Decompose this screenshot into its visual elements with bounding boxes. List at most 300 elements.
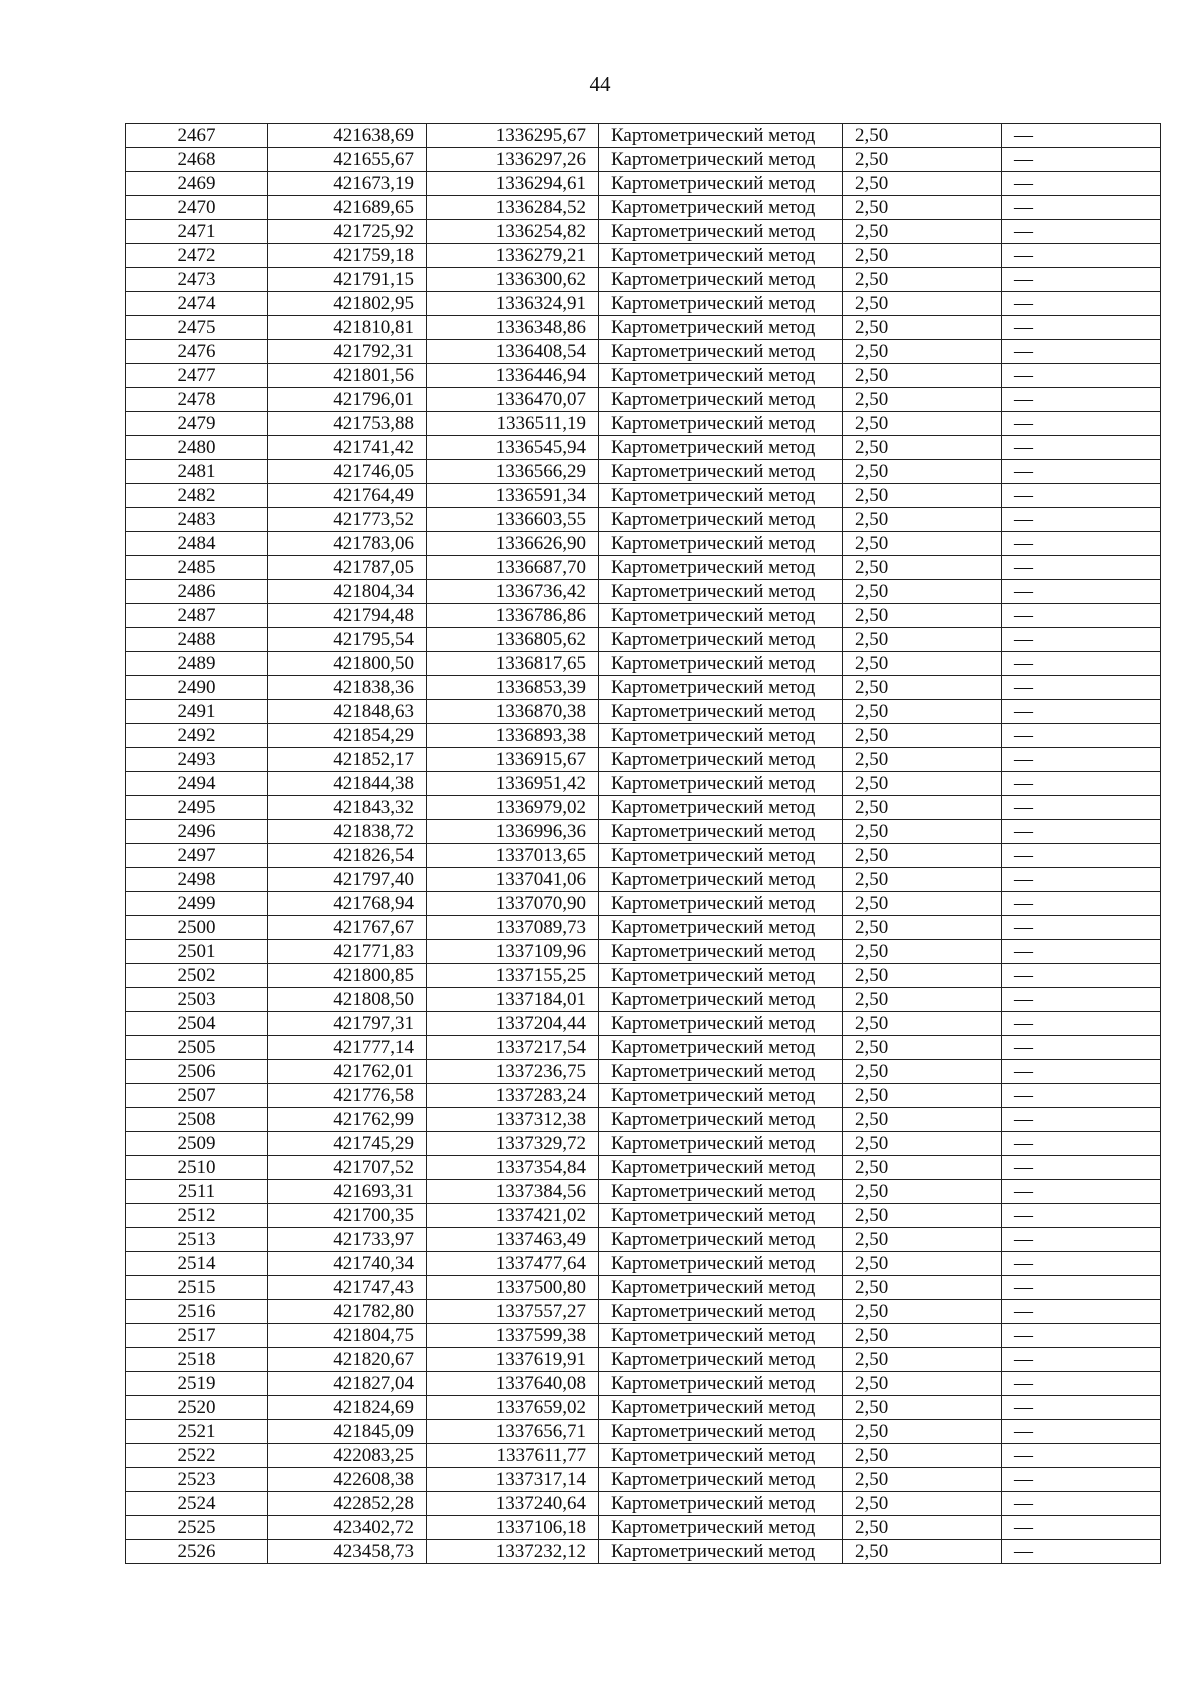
method-cell: Картометрический метод bbox=[599, 1108, 843, 1132]
table-row bbox=[126, 796, 1161, 820]
method-cell: Картометрический метод bbox=[599, 196, 843, 220]
note-cell: — bbox=[1002, 1252, 1161, 1276]
point-number-cell: 2499 bbox=[126, 892, 268, 916]
accuracy-cell: 2,50 bbox=[843, 844, 1002, 868]
x-coordinate-cell: 421767,67 bbox=[268, 916, 427, 940]
note-cell: — bbox=[1002, 940, 1161, 964]
table-row bbox=[126, 532, 1161, 556]
y-coordinate-cell: 1337557,27 bbox=[427, 1300, 599, 1324]
accuracy-cell: 2,50 bbox=[843, 124, 1002, 148]
y-coordinate-cell: 1336348,86 bbox=[427, 316, 599, 340]
note-cell: — bbox=[1002, 868, 1161, 892]
method-cell: Картометрический метод bbox=[599, 604, 843, 628]
x-coordinate-cell: 421802,95 bbox=[268, 292, 427, 316]
table-row bbox=[126, 124, 1161, 148]
accuracy-cell: 2,50 bbox=[843, 388, 1002, 412]
accuracy-cell: 2,50 bbox=[843, 436, 1002, 460]
table-row bbox=[126, 844, 1161, 868]
accuracy-cell: 2,50 bbox=[843, 1084, 1002, 1108]
table-row bbox=[126, 940, 1161, 964]
x-coordinate-cell: 421782,80 bbox=[268, 1300, 427, 1324]
accuracy-cell: 2,50 bbox=[843, 148, 1002, 172]
table-row bbox=[126, 364, 1161, 388]
note-cell: — bbox=[1002, 244, 1161, 268]
table-row bbox=[126, 244, 1161, 268]
note-cell: — bbox=[1002, 1276, 1161, 1300]
note-cell: — bbox=[1002, 148, 1161, 172]
accuracy-cell: 2,50 bbox=[843, 1012, 1002, 1036]
method-cell: Картометрический метод bbox=[599, 1396, 843, 1420]
accuracy-cell: 2,50 bbox=[843, 292, 1002, 316]
note-cell: — bbox=[1002, 1204, 1161, 1228]
accuracy-cell: 2,50 bbox=[843, 316, 1002, 340]
accuracy-cell: 2,50 bbox=[843, 892, 1002, 916]
table-row bbox=[126, 388, 1161, 412]
y-coordinate-cell: 1336591,34 bbox=[427, 484, 599, 508]
note-cell: — bbox=[1002, 1012, 1161, 1036]
x-coordinate-cell: 421740,34 bbox=[268, 1252, 427, 1276]
note-cell: — bbox=[1002, 604, 1161, 628]
y-coordinate-cell: 1337106,18 bbox=[427, 1516, 599, 1540]
note-cell: — bbox=[1002, 172, 1161, 196]
accuracy-cell: 2,50 bbox=[843, 1516, 1002, 1540]
y-coordinate-cell: 1337184,01 bbox=[427, 988, 599, 1012]
note-cell: — bbox=[1002, 340, 1161, 364]
method-cell: Картометрический метод bbox=[599, 484, 843, 508]
y-coordinate-cell: 1336893,38 bbox=[427, 724, 599, 748]
note-cell: — bbox=[1002, 1156, 1161, 1180]
y-coordinate-cell: 1337089,73 bbox=[427, 916, 599, 940]
method-cell: Картометрический метод bbox=[599, 940, 843, 964]
y-coordinate-cell: 1336736,42 bbox=[427, 580, 599, 604]
method-cell: Картометрический метод bbox=[599, 820, 843, 844]
method-cell: Картометрический метод bbox=[599, 1444, 843, 1468]
x-coordinate-cell: 421771,83 bbox=[268, 940, 427, 964]
x-coordinate-cell: 421762,99 bbox=[268, 1108, 427, 1132]
x-coordinate-cell: 422608,38 bbox=[268, 1468, 427, 1492]
x-coordinate-cell: 421768,94 bbox=[268, 892, 427, 916]
y-coordinate-cell: 1336786,86 bbox=[427, 604, 599, 628]
note-cell: — bbox=[1002, 1372, 1161, 1396]
table-row bbox=[126, 724, 1161, 748]
y-coordinate-cell: 1336279,21 bbox=[427, 244, 599, 268]
table-row bbox=[126, 508, 1161, 532]
accuracy-cell: 2,50 bbox=[843, 1156, 1002, 1180]
x-coordinate-cell: 421707,52 bbox=[268, 1156, 427, 1180]
y-coordinate-cell: 1337232,12 bbox=[427, 1540, 599, 1564]
method-cell: Картометрический метод bbox=[599, 1516, 843, 1540]
note-cell: — bbox=[1002, 1060, 1161, 1084]
note-cell: — bbox=[1002, 268, 1161, 292]
note-cell: — bbox=[1002, 484, 1161, 508]
method-cell: Картометрический метод bbox=[599, 1132, 843, 1156]
x-coordinate-cell: 421795,54 bbox=[268, 628, 427, 652]
note-cell: — bbox=[1002, 1324, 1161, 1348]
note-cell: — bbox=[1002, 1396, 1161, 1420]
x-coordinate-cell: 421733,97 bbox=[268, 1228, 427, 1252]
point-number-cell: 2519 bbox=[126, 1372, 268, 1396]
y-coordinate-cell: 1336687,70 bbox=[427, 556, 599, 580]
point-number-cell: 2509 bbox=[126, 1132, 268, 1156]
y-coordinate-cell: 1336805,62 bbox=[427, 628, 599, 652]
method-cell: Картометрический метод bbox=[599, 1492, 843, 1516]
method-cell: Картометрический метод bbox=[599, 172, 843, 196]
method-cell: Картометрический метод bbox=[599, 436, 843, 460]
table-row bbox=[126, 340, 1161, 364]
method-cell: Картометрический метод bbox=[599, 1372, 843, 1396]
point-number-cell: 2506 bbox=[126, 1060, 268, 1084]
method-cell: Картометрический метод bbox=[599, 1300, 843, 1324]
accuracy-cell: 2,50 bbox=[843, 676, 1002, 700]
table-body bbox=[126, 124, 1161, 1564]
point-number-cell: 2500 bbox=[126, 916, 268, 940]
point-number-cell: 2498 bbox=[126, 868, 268, 892]
method-cell: Картометрический метод bbox=[599, 292, 843, 316]
table-row bbox=[126, 628, 1161, 652]
accuracy-cell: 2,50 bbox=[843, 796, 1002, 820]
accuracy-cell: 2,50 bbox=[843, 1540, 1002, 1564]
point-number-cell: 2478 bbox=[126, 388, 268, 412]
x-coordinate-cell: 421792,31 bbox=[268, 340, 427, 364]
note-cell: — bbox=[1002, 316, 1161, 340]
note-cell: — bbox=[1002, 796, 1161, 820]
method-cell: Картометрический метод bbox=[599, 676, 843, 700]
accuracy-cell: 2,50 bbox=[843, 964, 1002, 988]
method-cell: Картометрический метод bbox=[599, 1156, 843, 1180]
table-row bbox=[126, 652, 1161, 676]
x-coordinate-cell: 421783,06 bbox=[268, 532, 427, 556]
method-cell: Картометрический метод bbox=[599, 388, 843, 412]
point-number-cell: 2513 bbox=[126, 1228, 268, 1252]
method-cell: Картометрический метод bbox=[599, 1540, 843, 1564]
point-number-cell: 2489 bbox=[126, 652, 268, 676]
method-cell: Картометрический метод bbox=[599, 316, 843, 340]
x-coordinate-cell: 421791,15 bbox=[268, 268, 427, 292]
note-cell: — bbox=[1002, 1036, 1161, 1060]
x-coordinate-cell: 423458,73 bbox=[268, 1540, 427, 1564]
x-coordinate-cell: 421796,01 bbox=[268, 388, 427, 412]
x-coordinate-cell: 421844,38 bbox=[268, 772, 427, 796]
point-number-cell: 2517 bbox=[126, 1324, 268, 1348]
note-cell: — bbox=[1002, 220, 1161, 244]
y-coordinate-cell: 1336408,54 bbox=[427, 340, 599, 364]
y-coordinate-cell: 1336996,36 bbox=[427, 820, 599, 844]
method-cell: Картометрический метод bbox=[599, 796, 843, 820]
table-row bbox=[126, 148, 1161, 172]
method-cell: Картометрический метод bbox=[599, 580, 843, 604]
point-number-cell: 2496 bbox=[126, 820, 268, 844]
y-coordinate-cell: 1337155,25 bbox=[427, 964, 599, 988]
point-number-cell: 2522 bbox=[126, 1444, 268, 1468]
note-cell: — bbox=[1002, 508, 1161, 532]
method-cell: Картометрический метод bbox=[599, 1180, 843, 1204]
point-number-cell: 2467 bbox=[126, 124, 268, 148]
x-coordinate-cell: 421773,52 bbox=[268, 508, 427, 532]
x-coordinate-cell: 421820,67 bbox=[268, 1348, 427, 1372]
accuracy-cell: 2,50 bbox=[843, 364, 1002, 388]
accuracy-cell: 2,50 bbox=[843, 1276, 1002, 1300]
point-number-cell: 2495 bbox=[126, 796, 268, 820]
point-number-cell: 2507 bbox=[126, 1084, 268, 1108]
method-cell: Картометрический метод bbox=[599, 916, 843, 940]
point-number-cell: 2480 bbox=[126, 436, 268, 460]
accuracy-cell: 2,50 bbox=[843, 1180, 1002, 1204]
point-number-cell: 2482 bbox=[126, 484, 268, 508]
accuracy-cell: 2,50 bbox=[843, 820, 1002, 844]
x-coordinate-cell: 421746,05 bbox=[268, 460, 427, 484]
accuracy-cell: 2,50 bbox=[843, 940, 1002, 964]
y-coordinate-cell: 1336284,52 bbox=[427, 196, 599, 220]
x-coordinate-cell: 421854,29 bbox=[268, 724, 427, 748]
note-cell: — bbox=[1002, 580, 1161, 604]
accuracy-cell: 2,50 bbox=[843, 172, 1002, 196]
note-cell: — bbox=[1002, 892, 1161, 916]
y-coordinate-cell: 1336853,39 bbox=[427, 676, 599, 700]
method-cell: Картометрический метод bbox=[599, 1036, 843, 1060]
table-row bbox=[126, 1444, 1161, 1468]
method-cell: Картометрический метод bbox=[599, 988, 843, 1012]
accuracy-cell: 2,50 bbox=[843, 1468, 1002, 1492]
accuracy-cell: 2,50 bbox=[843, 1492, 1002, 1516]
point-number-cell: 2502 bbox=[126, 964, 268, 988]
accuracy-cell: 2,50 bbox=[843, 268, 1002, 292]
accuracy-cell: 2,50 bbox=[843, 1204, 1002, 1228]
note-cell: — bbox=[1002, 1492, 1161, 1516]
y-coordinate-cell: 1337599,38 bbox=[427, 1324, 599, 1348]
note-cell: — bbox=[1002, 460, 1161, 484]
y-coordinate-cell: 1336545,94 bbox=[427, 436, 599, 460]
point-number-cell: 2487 bbox=[126, 604, 268, 628]
point-number-cell: 2523 bbox=[126, 1468, 268, 1492]
accuracy-cell: 2,50 bbox=[843, 580, 1002, 604]
note-cell: — bbox=[1002, 364, 1161, 388]
point-number-cell: 2511 bbox=[126, 1180, 268, 1204]
accuracy-cell: 2,50 bbox=[843, 700, 1002, 724]
method-cell: Картометрический метод bbox=[599, 220, 843, 244]
point-number-cell: 2474 bbox=[126, 292, 268, 316]
method-cell: Картометрический метод bbox=[599, 1324, 843, 1348]
note-cell: — bbox=[1002, 1132, 1161, 1156]
point-number-cell: 2483 bbox=[126, 508, 268, 532]
y-coordinate-cell: 1336470,07 bbox=[427, 388, 599, 412]
note-cell: — bbox=[1002, 1516, 1161, 1540]
note-cell: — bbox=[1002, 412, 1161, 436]
point-number-cell: 2472 bbox=[126, 244, 268, 268]
y-coordinate-cell: 1337217,54 bbox=[427, 1036, 599, 1060]
method-cell: Картометрический метод bbox=[599, 1228, 843, 1252]
method-cell: Картометрический метод bbox=[599, 1204, 843, 1228]
accuracy-cell: 2,50 bbox=[843, 1108, 1002, 1132]
table-row bbox=[126, 412, 1161, 436]
x-coordinate-cell: 421845,09 bbox=[268, 1420, 427, 1444]
x-coordinate-cell: 421725,92 bbox=[268, 220, 427, 244]
method-cell: Картометрический метод bbox=[599, 508, 843, 532]
method-cell: Картометрический метод bbox=[599, 724, 843, 748]
point-number-cell: 2525 bbox=[126, 1516, 268, 1540]
point-number-cell: 2481 bbox=[126, 460, 268, 484]
x-coordinate-cell: 421762,01 bbox=[268, 1060, 427, 1084]
point-number-cell: 2485 bbox=[126, 556, 268, 580]
x-coordinate-cell: 422083,25 bbox=[268, 1444, 427, 1468]
table-row bbox=[126, 1276, 1161, 1300]
x-coordinate-cell: 421797,40 bbox=[268, 868, 427, 892]
point-number-cell: 2504 bbox=[126, 1012, 268, 1036]
table-row bbox=[126, 916, 1161, 940]
method-cell: Картометрический метод bbox=[599, 1348, 843, 1372]
point-number-cell: 2512 bbox=[126, 1204, 268, 1228]
x-coordinate-cell: 421838,36 bbox=[268, 676, 427, 700]
point-number-cell: 2508 bbox=[126, 1108, 268, 1132]
point-number-cell: 2470 bbox=[126, 196, 268, 220]
method-cell: Картометрический метод bbox=[599, 844, 843, 868]
y-coordinate-cell: 1336297,26 bbox=[427, 148, 599, 172]
method-cell: Картометрический метод bbox=[599, 700, 843, 724]
point-number-cell: 2521 bbox=[126, 1420, 268, 1444]
x-coordinate-cell: 421777,14 bbox=[268, 1036, 427, 1060]
accuracy-cell: 2,50 bbox=[843, 1060, 1002, 1084]
method-cell: Картометрический метод bbox=[599, 340, 843, 364]
x-coordinate-cell: 421826,54 bbox=[268, 844, 427, 868]
table-row bbox=[126, 1228, 1161, 1252]
table-row bbox=[126, 1324, 1161, 1348]
method-cell: Картометрический метод bbox=[599, 1252, 843, 1276]
x-coordinate-cell: 421848,63 bbox=[268, 700, 427, 724]
point-number-cell: 2488 bbox=[126, 628, 268, 652]
method-cell: Картометрический метод bbox=[599, 412, 843, 436]
table-row bbox=[126, 268, 1161, 292]
table-row bbox=[126, 196, 1161, 220]
note-cell: — bbox=[1002, 676, 1161, 700]
y-coordinate-cell: 1337312,38 bbox=[427, 1108, 599, 1132]
note-cell: — bbox=[1002, 1084, 1161, 1108]
point-number-cell: 2491 bbox=[126, 700, 268, 724]
note-cell: — bbox=[1002, 772, 1161, 796]
table-row bbox=[126, 1012, 1161, 1036]
note-cell: — bbox=[1002, 1228, 1161, 1252]
accuracy-cell: 2,50 bbox=[843, 724, 1002, 748]
method-cell: Картометрический метод bbox=[599, 964, 843, 988]
note-cell: — bbox=[1002, 1180, 1161, 1204]
y-coordinate-cell: 1336446,94 bbox=[427, 364, 599, 388]
y-coordinate-cell: 1337070,90 bbox=[427, 892, 599, 916]
y-coordinate-cell: 1337500,80 bbox=[427, 1276, 599, 1300]
point-number-cell: 2526 bbox=[126, 1540, 268, 1564]
x-coordinate-cell: 421689,65 bbox=[268, 196, 427, 220]
accuracy-cell: 2,50 bbox=[843, 1300, 1002, 1324]
point-number-cell: 2492 bbox=[126, 724, 268, 748]
y-coordinate-cell: 1337236,75 bbox=[427, 1060, 599, 1084]
method-cell: Картометрический метод bbox=[599, 460, 843, 484]
accuracy-cell: 2,50 bbox=[843, 1036, 1002, 1060]
accuracy-cell: 2,50 bbox=[843, 1228, 1002, 1252]
accuracy-cell: 2,50 bbox=[843, 196, 1002, 220]
y-coordinate-cell: 1337463,49 bbox=[427, 1228, 599, 1252]
note-cell: — bbox=[1002, 1348, 1161, 1372]
method-cell: Картометрический метод bbox=[599, 148, 843, 172]
x-coordinate-cell: 421753,88 bbox=[268, 412, 427, 436]
accuracy-cell: 2,50 bbox=[843, 988, 1002, 1012]
table-row bbox=[126, 1132, 1161, 1156]
y-coordinate-cell: 1337329,72 bbox=[427, 1132, 599, 1156]
table-row bbox=[126, 1084, 1161, 1108]
note-cell: — bbox=[1002, 748, 1161, 772]
x-coordinate-cell: 421747,43 bbox=[268, 1276, 427, 1300]
point-number-cell: 2503 bbox=[126, 988, 268, 1012]
accuracy-cell: 2,50 bbox=[843, 1372, 1002, 1396]
note-cell: — bbox=[1002, 292, 1161, 316]
accuracy-cell: 2,50 bbox=[843, 916, 1002, 940]
note-cell: — bbox=[1002, 556, 1161, 580]
table-row bbox=[126, 772, 1161, 796]
y-coordinate-cell: 1336870,38 bbox=[427, 700, 599, 724]
x-coordinate-cell: 421804,75 bbox=[268, 1324, 427, 1348]
table-row bbox=[126, 1156, 1161, 1180]
y-coordinate-cell: 1336566,29 bbox=[427, 460, 599, 484]
method-cell: Картометрический метод bbox=[599, 556, 843, 580]
method-cell: Картометрический метод bbox=[599, 772, 843, 796]
x-coordinate-cell: 421655,67 bbox=[268, 148, 427, 172]
note-cell: — bbox=[1002, 916, 1161, 940]
x-coordinate-cell: 421693,31 bbox=[268, 1180, 427, 1204]
x-coordinate-cell: 421787,05 bbox=[268, 556, 427, 580]
accuracy-cell: 2,50 bbox=[843, 652, 1002, 676]
method-cell: Картометрический метод bbox=[599, 628, 843, 652]
table-row bbox=[126, 1492, 1161, 1516]
method-cell: Картометрический метод bbox=[599, 868, 843, 892]
method-cell: Картометрический метод bbox=[599, 124, 843, 148]
y-coordinate-cell: 1337611,77 bbox=[427, 1444, 599, 1468]
table-row bbox=[126, 1252, 1161, 1276]
x-coordinate-cell: 421852,17 bbox=[268, 748, 427, 772]
table-row bbox=[126, 580, 1161, 604]
y-coordinate-cell: 1336979,02 bbox=[427, 796, 599, 820]
x-coordinate-cell: 421759,18 bbox=[268, 244, 427, 268]
method-cell: Картометрический метод bbox=[599, 652, 843, 676]
table-row bbox=[126, 460, 1161, 484]
note-cell: — bbox=[1002, 964, 1161, 988]
x-coordinate-cell: 421776,58 bbox=[268, 1084, 427, 1108]
y-coordinate-cell: 1337421,02 bbox=[427, 1204, 599, 1228]
table-row bbox=[126, 316, 1161, 340]
y-coordinate-cell: 1337354,84 bbox=[427, 1156, 599, 1180]
accuracy-cell: 2,50 bbox=[843, 532, 1002, 556]
y-coordinate-cell: 1336511,19 bbox=[427, 412, 599, 436]
point-number-cell: 2493 bbox=[126, 748, 268, 772]
note-cell: — bbox=[1002, 820, 1161, 844]
note-cell: — bbox=[1002, 1108, 1161, 1132]
accuracy-cell: 2,50 bbox=[843, 508, 1002, 532]
x-coordinate-cell: 421808,50 bbox=[268, 988, 427, 1012]
accuracy-cell: 2,50 bbox=[843, 460, 1002, 484]
method-cell: Картометрический метод bbox=[599, 1060, 843, 1084]
y-coordinate-cell: 1336294,61 bbox=[427, 172, 599, 196]
point-number-cell: 2518 bbox=[126, 1348, 268, 1372]
table-row bbox=[126, 1300, 1161, 1324]
table-row bbox=[126, 1060, 1161, 1084]
point-number-cell: 2524 bbox=[126, 1492, 268, 1516]
page-number: 44 bbox=[589, 72, 611, 96]
accuracy-cell: 2,50 bbox=[843, 1420, 1002, 1444]
x-coordinate-cell: 421741,42 bbox=[268, 436, 427, 460]
x-coordinate-cell: 421638,69 bbox=[268, 124, 427, 148]
point-number-cell: 2515 bbox=[126, 1276, 268, 1300]
x-coordinate-cell: 421745,29 bbox=[268, 1132, 427, 1156]
y-coordinate-cell: 1337477,64 bbox=[427, 1252, 599, 1276]
table-row bbox=[126, 484, 1161, 508]
table-row bbox=[126, 220, 1161, 244]
y-coordinate-cell: 1337283,24 bbox=[427, 1084, 599, 1108]
x-coordinate-cell: 421810,81 bbox=[268, 316, 427, 340]
